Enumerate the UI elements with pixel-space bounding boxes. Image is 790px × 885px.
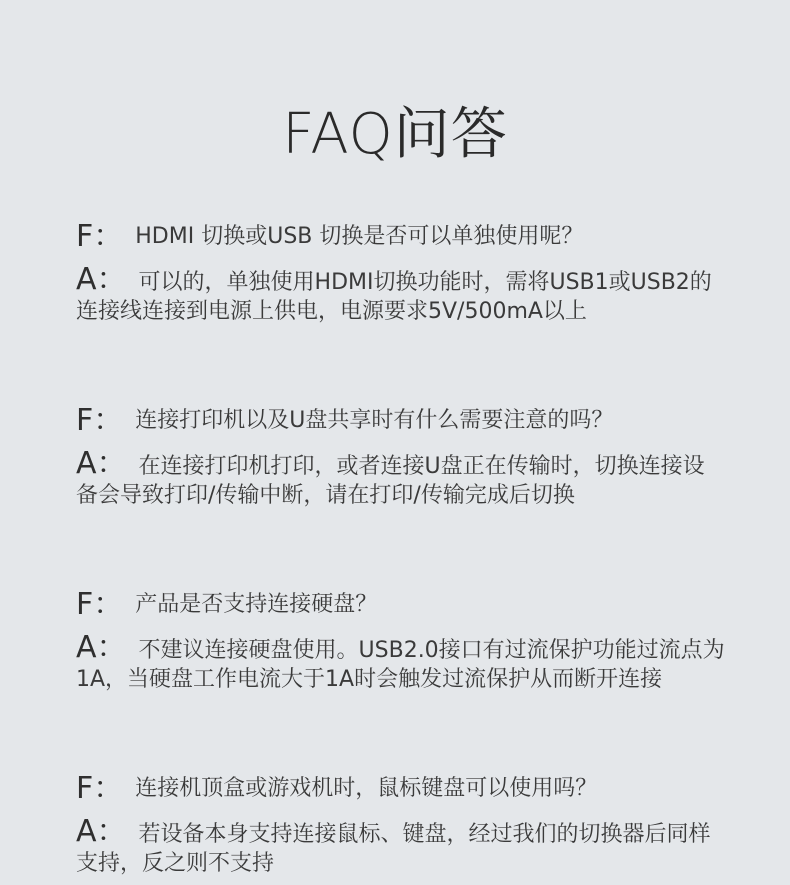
- question-text: 连接打印机以及U盘共享时有什么需要注意的吗？: [135, 408, 614, 433]
- faq-item-2: [76, 403, 726, 510]
- faq-question: [76, 771, 726, 806]
- question-marker: F：: [76, 403, 124, 438]
- page-title: FAQ问答: [282, 102, 508, 167]
- faq-answer: [76, 814, 726, 878]
- answer-marker: A：: [76, 262, 127, 297]
- answer-text: 不建议连接硬盘使用。USB2.0接口有过流保护功能过流点为1A，当硬盘工作电流大于1A时会触发过流保护从而断开连接: [76, 638, 725, 692]
- answer-text: 若设备本身支持连接鼠标、键盘，经过我们的切换器后同样支持，反之则不支持: [76, 822, 711, 876]
- answer-marker: A：: [76, 446, 127, 481]
- faq-question: [76, 587, 726, 622]
- answer-marker: A：: [76, 630, 127, 665]
- faq-question: [76, 403, 726, 438]
- question-marker: F：: [76, 771, 124, 806]
- question-text: HDMI 切换或USB 切换是否可以单独使用呢？: [135, 224, 584, 249]
- question-marker: F：: [76, 219, 124, 254]
- faq-question: [76, 219, 726, 254]
- question-marker: F：: [76, 587, 124, 622]
- question-text: 产品是否支持连接硬盘？: [135, 592, 378, 617]
- faq-item-4: [76, 771, 726, 878]
- question-text: 连接机顶盒或游戏机时，鼠标键盘可以使用吗？: [135, 776, 598, 801]
- faq-answer: [76, 630, 726, 694]
- faq-answer: [76, 446, 726, 510]
- answer-marker: A：: [76, 814, 127, 849]
- answer-text: 在连接打印机打印，或者连接U盘正在传输时，切换连接设备会导致打印/传输中断，请在打印/传输完成后切换: [76, 454, 705, 508]
- answer-text: 可以的，单独使用HDMI切换功能时，需将USB1或USB2的连接线连接到电源上供电，电源要求5V/500mA以上: [76, 270, 712, 324]
- faq-answer: [76, 262, 726, 326]
- faq-item-1: [76, 219, 726, 326]
- faq-item-3: [76, 587, 726, 694]
